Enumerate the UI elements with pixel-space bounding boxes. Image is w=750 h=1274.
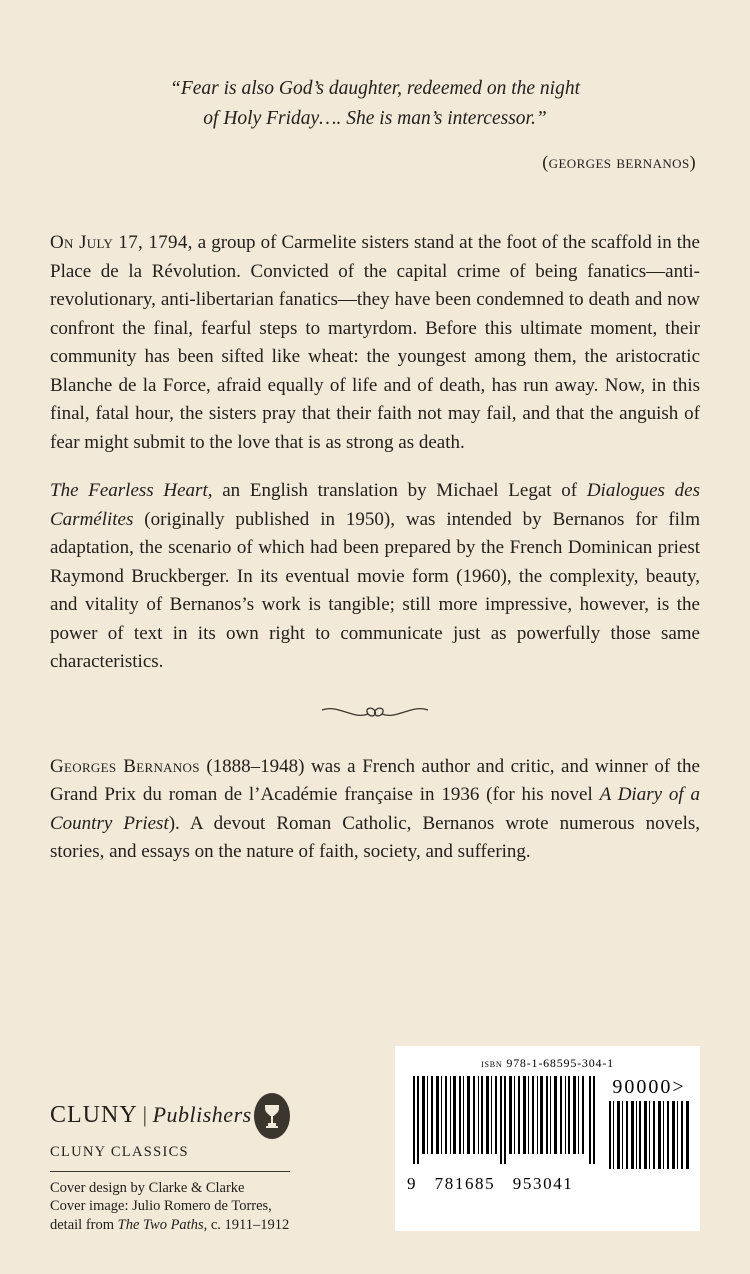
imprint-block (50, 1090, 350, 1235)
author-bio-seg-2: ). A devout Roman Catholic, Bernanos wrote numerous novels, stories, and essays on the nature of faith, society, and suffering. (50, 812, 700, 862)
imprint-divider: | (142, 1102, 148, 1127)
attribution-open-paren: ( (542, 152, 549, 172)
attribution-close-paren: ) (689, 152, 696, 172)
author-bio-paragraph (50, 753, 700, 867)
credit-detail-post: , c. 1911–1912 (203, 1216, 290, 1233)
cover-footer (50, 1014, 700, 1234)
blurb-paragraph-2-seg-1: , an English translation by Michael Legat of (207, 480, 587, 501)
isbn-label: isbn (481, 1056, 503, 1070)
epigraph-attribution (50, 152, 700, 173)
barcode-panel (395, 1046, 700, 1231)
author-bio (50, 753, 700, 867)
imprint-logotype (50, 1102, 252, 1129)
flourish-ornament (50, 703, 700, 729)
cover-credits (50, 1179, 350, 1235)
epigraph-line-1: “Fear is also God’s daughter, redeemed on the night (169, 78, 580, 99)
back-cover-page (0, 74, 750, 1274)
credit-image-detail (50, 1216, 350, 1235)
credit-image: Cover image: Julio Romero de Torres, (50, 1198, 272, 1214)
book-title-english: The Fearless Heart (50, 480, 208, 501)
imprint-kind: Publishers (152, 1102, 252, 1127)
barcode-bars-row (405, 1076, 690, 1194)
blurb-paragraph-1-text: a group of Carmelite sisters stand at the foot of the scaffold in the Place de la Révolution. Convicted of the capital crime of being fanatics—anti-revolutionary, anti-libertarian fanatics—they have been condemned to death and now confront the final, fearful steps to martyrdom. Before this ultimate moment, their community has been sifted like wheat: the youngest among them, the aristocratic Blanche de la Force, afraid equally of life and of death, has run away. Now, in this final, fatal hour, the sisters pray that their faith not may fail, and that the anguish of fear might submit to the love that is as strong as death. (50, 232, 700, 453)
author-bio-seg-1: (1888–1948) was a French author and critic, and winner of the Grand Prix du roman de l’Académie française in 1936 (for his novel (50, 755, 700, 805)
epigraph-line-2: of Holy Friday…. She is man’s intercessor.” (203, 108, 547, 129)
imprint-row (50, 1090, 290, 1142)
footer-divider (50, 1171, 290, 1172)
price-addon-barcode (605, 1076, 693, 1176)
blurb-paragraph-2-seg-2: (originally published in 1950), was intended by Bernanos for film adaptation, the scenario of which had been prepared by the French Dominican priest Raymond Bruckberger. In its eventual movie form (1960), the complexity, beauty, and vitality of Bernanos’s work is tangible; still more impressive, however, is the power of text in its own right to communicate just as powerfully those same characteristics. (50, 508, 700, 672)
ean-13-barcode (405, 1076, 605, 1194)
credit-artwork-title: The Two Paths (117, 1216, 204, 1233)
credit-detail-pre: detail from (50, 1216, 118, 1233)
epigraph (50, 74, 700, 134)
author-name: Georges Bernanos (50, 755, 200, 777)
isbn-number: 978-1-68595-304-1 (506, 1056, 614, 1070)
imprint-series: CLUNY CLASSICS (50, 1143, 189, 1160)
blurb (50, 229, 700, 677)
blurb-lead-in: On July 17, 1794, (50, 232, 193, 253)
imprint-name: CLUNY (50, 1102, 138, 1128)
chalice-logo-icon (252, 1090, 292, 1142)
author-bio-book-title: A Diary of a Country Priest (50, 784, 700, 834)
price-addon-digits: 90000> (612, 1076, 686, 1098)
isbn-line (405, 1056, 690, 1071)
blurb-paragraph-2 (50, 477, 700, 677)
attribution-author: georges bernanos (548, 152, 690, 172)
credit-design: Cover design by Clarke & Clarke (50, 1179, 245, 1196)
ean-13-digits: 9 781685 953041 (407, 1174, 574, 1193)
book-title-french: Dialogues des Carmélites (50, 480, 700, 530)
blurb-paragraph-1 (50, 229, 700, 457)
